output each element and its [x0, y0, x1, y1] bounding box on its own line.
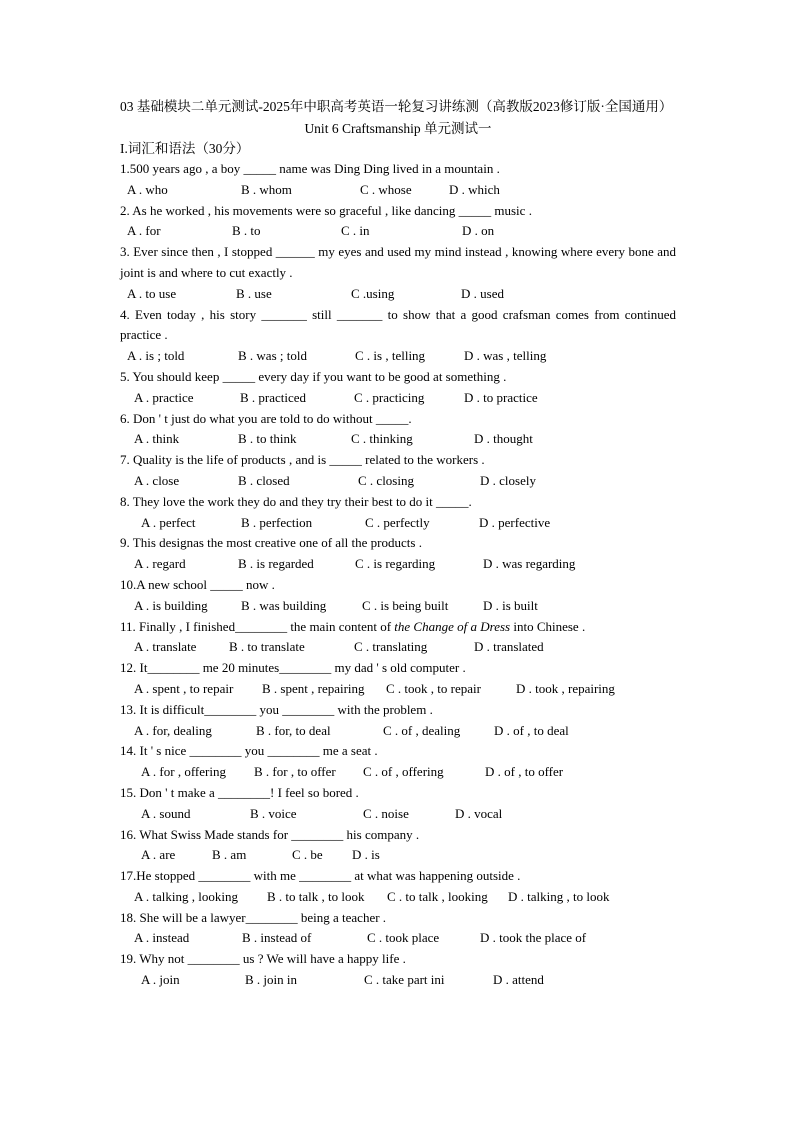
question-stem: [120, 617, 676, 638]
options-row: [120, 180, 676, 201]
question-stem: 1.500 years ago , a boy _____ name was Ding Ding lived in a mountain .: [120, 161, 500, 176]
question-10: [120, 575, 676, 617]
option-a: A . to use: [127, 285, 177, 301]
option-a: A . instead: [134, 930, 190, 946]
question-stem: 17.He stopped ________ with me ________ at what was happening outside .: [120, 868, 521, 884]
option-a: A . for: [127, 223, 161, 239]
question-14: [120, 741, 676, 783]
question-15: [120, 783, 676, 825]
option-c: C . whose: [360, 181, 412, 197]
option-c: C . is being built: [362, 597, 449, 613]
question-stem: 7. Quality is the life of products , and is _____ related to the workers .: [120, 452, 485, 468]
option-d: D . of , to offer: [485, 764, 564, 780]
option-c: C . took place: [367, 930, 440, 946]
option-a: A . perfect: [141, 514, 196, 530]
options-row: [120, 346, 676, 367]
options-row: [120, 804, 676, 825]
question-stem: 14. It ' s nice ________ you ________ me a seat .: [120, 743, 378, 759]
option-c: C . closing: [358, 472, 414, 488]
option-c: C . of , dealing: [383, 722, 461, 738]
option-a: A . who: [127, 181, 168, 197]
option-c: C . practicing: [354, 389, 425, 405]
option-c: C . noise: [363, 805, 409, 821]
stem-text: into Chinese .: [510, 618, 586, 634]
option-a: A . is building: [134, 597, 208, 613]
option-b: B . voice: [250, 805, 297, 821]
options-row: [120, 471, 676, 492]
option-c: C . be: [292, 847, 323, 863]
option-d: D . translated: [474, 639, 544, 655]
option-a: A . join: [141, 972, 180, 988]
options-row: [120, 845, 676, 866]
option-b: B . perfection: [241, 514, 313, 530]
question-9: [120, 533, 676, 575]
option-b: B . is regarded: [238, 556, 314, 572]
option-b: B . practiced: [240, 389, 307, 405]
option-c: C . perfectly: [365, 514, 430, 530]
options-row: [120, 928, 676, 949]
option-b: B . to: [232, 223, 261, 239]
option-a: A . for , offering: [141, 764, 226, 780]
option-d: D . took the place of: [480, 930, 587, 946]
question-16: [120, 825, 676, 867]
option-b: B . to think: [238, 431, 297, 447]
option-a: A . practice: [134, 389, 194, 405]
question-12: [120, 658, 676, 700]
option-a: A . sound: [141, 805, 191, 821]
question-stem: 19. Why not ________ us ? We will have a happy life .: [120, 951, 406, 967]
option-b: B . am: [212, 847, 247, 863]
option-d: D . thought: [474, 431, 533, 447]
option-d: D . is built: [483, 597, 538, 613]
option-b: B . whom: [241, 181, 292, 197]
options-row: [120, 596, 676, 617]
options-row: [120, 721, 676, 742]
option-a: A . is ; told: [127, 348, 185, 364]
option-d: D . vocal: [455, 805, 503, 821]
question-stem: 4. Even today , his story _______ still _______ to show that a good crafsman comes from continued practice .: [120, 306, 676, 343]
option-b: B . for, to deal: [256, 722, 331, 738]
question-18: [120, 908, 676, 950]
options-row: [120, 637, 676, 658]
option-a: A . spent , to repair: [134, 680, 234, 696]
question-7: [120, 450, 676, 492]
option-b: B . join in: [245, 972, 298, 988]
option-c: C . is , telling: [355, 348, 426, 364]
question-stem: 6. Don ' t just do what you are told to do without _____.: [120, 410, 412, 426]
option-a: A . are: [141, 847, 176, 863]
document-title: 03 基础模块二单元测试-2025年中职高考英语一轮复习讲练测（高教版2023修订版·全国通用）: [120, 99, 673, 114]
question-19: [120, 949, 676, 991]
stem-title-italic: the Change of a Dress: [394, 618, 511, 634]
option-d: D . to practice: [464, 389, 538, 405]
options-row: [120, 513, 676, 534]
question-stem: 13. It is difficult________ you ________ with the problem .: [120, 701, 433, 717]
option-c: C .using: [351, 285, 395, 301]
question-stem: 18. She will be a lawyer________ being a teacher .: [120, 909, 387, 925]
option-a: A . close: [134, 472, 180, 488]
question-stem: 9. This designas the most creative one of all the products .: [120, 535, 422, 551]
question-13: [120, 700, 676, 742]
option-a: A . think: [134, 431, 180, 447]
option-d: D . perfective: [479, 514, 551, 530]
option-a: A . talking , looking: [134, 888, 238, 904]
option-a: A . regard: [134, 556, 186, 572]
option-d: D . of , to deal: [494, 722, 569, 738]
option-b: B . closed: [238, 472, 290, 488]
option-c: C . in: [341, 223, 370, 239]
options-row: [120, 679, 676, 700]
document-page: [120, 96, 676, 991]
option-c: C . of , offering: [363, 764, 444, 780]
question-1: [120, 159, 676, 201]
question-8: [120, 492, 676, 534]
option-c: C . took , to repair: [386, 680, 481, 696]
option-d: D . closely: [480, 472, 536, 488]
option-d: D . was regarding: [483, 556, 576, 572]
question-5: [120, 367, 676, 409]
question-stem: 5. You should keep _____ every day if you want to be good at something .: [120, 368, 507, 384]
option-a: A . translate: [134, 639, 197, 655]
option-d: D . which: [449, 181, 500, 197]
option-b: B . to translate: [229, 639, 305, 655]
option-d: D . took , repairing: [516, 680, 615, 696]
option-b: B . use: [236, 285, 272, 301]
option-b: B . was ; told: [238, 348, 307, 364]
question-3: [120, 242, 676, 304]
question-stem: 2. As he worked , his movements were so graceful , like dancing _____ music .: [120, 202, 532, 218]
option-d: D . talking , to look: [508, 888, 610, 904]
option-b: B . spent , repairing: [262, 680, 365, 696]
question-stem: 8. They love the work they do and they try their best to do it _____.: [120, 493, 472, 509]
options-row: [120, 221, 676, 242]
question-stem: 12. It________ me 20 minutes________ my dad ' s old computer .: [120, 660, 466, 676]
question-17: [120, 866, 676, 908]
option-c: C . is regarding: [355, 556, 436, 572]
question-stem: 16. What Swiss Made stands for ________ his company .: [120, 826, 420, 842]
options-row: [120, 284, 676, 305]
options-row: [120, 388, 676, 409]
unit-title: Unit 6 Craftsmanship 单元测试一: [304, 121, 492, 136]
option-c: C . take part ini: [364, 972, 445, 988]
question-stem: 10.A new school _____ now .: [120, 576, 275, 592]
stem-text: 11. Finally , I finished________ the main content of: [120, 618, 395, 634]
option-a: A . for, dealing: [134, 722, 212, 738]
options-row: [120, 429, 676, 450]
question-stem: 3. Ever since then , I stopped ______ my eyes and used my mind instead , knowing where every bone and joint is and where to cut exactly .: [120, 244, 676, 280]
question-11: [120, 617, 676, 659]
options-row: [120, 554, 676, 575]
question-6: [120, 409, 676, 451]
option-d: D . on: [462, 223, 495, 239]
option-b: B . was building: [241, 597, 327, 613]
option-c: C . thinking: [351, 431, 413, 447]
options-row: [120, 762, 676, 783]
option-b: B . for , to offer: [254, 764, 336, 780]
option-d: D . is: [352, 847, 380, 863]
options-row: [120, 970, 676, 991]
option-c: C . to talk , looking: [387, 888, 488, 904]
option-d: D . used: [461, 285, 504, 301]
section-heading: I.词汇和语法（30分）: [120, 141, 250, 156]
option-c: C . translating: [354, 639, 428, 655]
option-d: D . was , telling: [464, 348, 547, 364]
option-d: D . attend: [493, 972, 544, 988]
question-2: [120, 201, 676, 243]
option-b: B . instead of: [242, 930, 312, 946]
question-4: [120, 305, 676, 367]
question-stem: 15. Don ' t make a ________! I feel so bored .: [120, 784, 359, 800]
option-b: B . to talk , to look: [267, 888, 365, 904]
options-row: [120, 887, 676, 908]
